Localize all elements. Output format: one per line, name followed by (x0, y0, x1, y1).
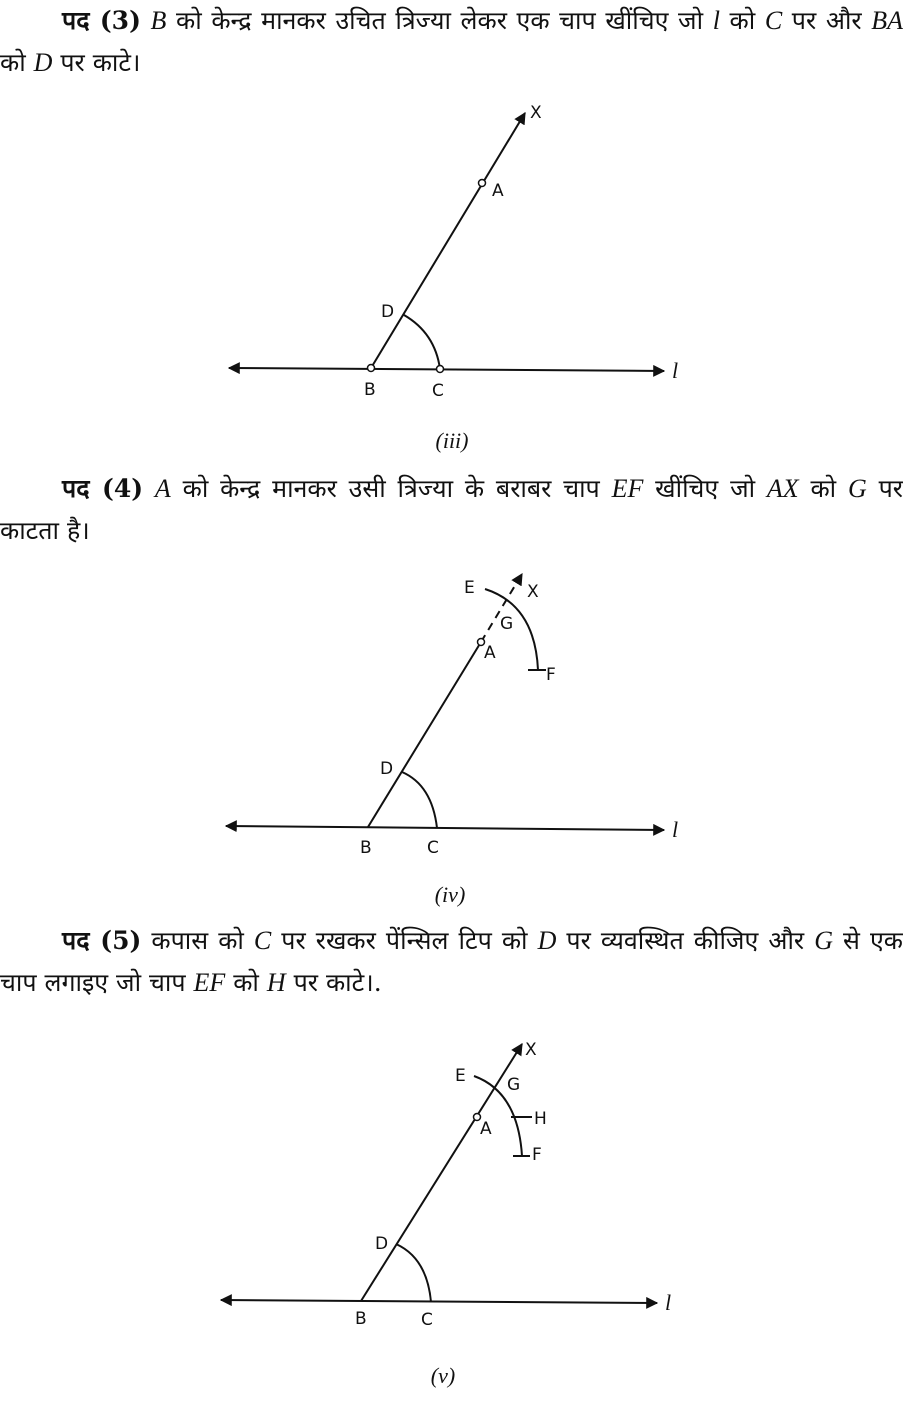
label-b: B (364, 380, 376, 400)
text-run: कपास को (141, 926, 254, 955)
caption-iii: (iii) (435, 428, 469, 453)
math-symbol: D (33, 48, 53, 77)
figure-iii (0, 88, 903, 458)
line-l (229, 368, 664, 371)
point-b (368, 365, 375, 372)
label-e: E (455, 1066, 466, 1086)
math-symbol: EF (193, 968, 226, 997)
ray-bx (371, 113, 525, 368)
label-b: B (355, 1309, 367, 1329)
arc-dc (402, 772, 437, 828)
text-run: पर व्यवस्थित कीजिए और (556, 926, 815, 955)
label-a: A (480, 1119, 492, 1139)
label-d: D (381, 302, 395, 322)
text-run: को (798, 474, 848, 503)
label-c: C (432, 381, 444, 401)
text-run: को (0, 48, 34, 77)
math-symbol: AX (766, 474, 799, 503)
math-symbol: A (154, 474, 171, 503)
text-run: पर काटे। (52, 48, 141, 77)
label-l: l (672, 358, 679, 383)
step-3-label: पद (3) (62, 6, 141, 35)
label-l: l (665, 1290, 672, 1315)
arc-dc (404, 315, 440, 369)
label-x: X (527, 582, 539, 602)
label-h: H (534, 1109, 547, 1129)
text-run: खींचिए जो (643, 474, 767, 503)
point-a (479, 180, 486, 187)
label-c: C (427, 838, 439, 858)
step-5-label: पद (5) (62, 926, 142, 955)
step-4-text (0, 468, 903, 552)
math-symbol: l (712, 6, 720, 35)
text-run: पर काटता है। (0, 474, 903, 545)
label-d: D (380, 759, 394, 779)
step-5-text (0, 920, 903, 1004)
math-symbol: B (150, 6, 167, 35)
label-g: G (500, 614, 514, 634)
label-x: X (525, 1040, 537, 1060)
math-symbol: EF (611, 474, 644, 503)
label-x: X (530, 103, 542, 123)
step-3-text (0, 0, 903, 84)
math-symbol: C (253, 926, 272, 955)
text-run: को केन्द्र मानकर उचित त्रिज्या लेकर एक चाप खींचिए जो (166, 6, 713, 35)
line-l (226, 826, 664, 830)
label-a: A (484, 643, 496, 663)
text-run: पर काटे।. (285, 968, 382, 997)
figure-v (0, 1030, 903, 1400)
label-d: D (375, 1234, 389, 1254)
text-run: पर रखकर पेंन्सिल टिप को (271, 926, 538, 955)
label-a: A (492, 181, 504, 201)
ray-bx (361, 1044, 522, 1301)
caption-v: (v) (430, 1363, 456, 1388)
math-symbol: H (266, 968, 286, 997)
caption-iv: (iv) (434, 882, 466, 907)
arc-dc (396, 1244, 431, 1302)
text-run (141, 6, 151, 35)
math-symbol: BA (871, 6, 903, 35)
text-run: से एक चाप लगाइए जो चाप (0, 926, 903, 997)
math-symbol: G (814, 926, 833, 955)
label-e: E (464, 578, 475, 598)
text-run: को केन्द्र मानकर उसी त्रिज्या के बराबर चाप (170, 474, 612, 503)
text-run (143, 474, 155, 503)
math-symbol: C (764, 6, 783, 35)
label-g: G (507, 1075, 521, 1095)
label-f: F (546, 665, 556, 685)
figure-iv (0, 560, 903, 910)
label-f: F (532, 1145, 542, 1165)
text-run: पर और (782, 6, 872, 35)
math-symbol: G (847, 474, 867, 503)
ray-ba (368, 642, 481, 827)
label-c: C (421, 1310, 433, 1330)
point-c (437, 366, 444, 373)
math-symbol: D (537, 926, 557, 955)
line-l (221, 1300, 657, 1303)
label-b: B (360, 838, 372, 858)
text-run: को (225, 968, 267, 997)
label-l: l (672, 817, 679, 842)
step-4-label: पद (4) (62, 474, 144, 503)
text-run: को (719, 6, 765, 35)
